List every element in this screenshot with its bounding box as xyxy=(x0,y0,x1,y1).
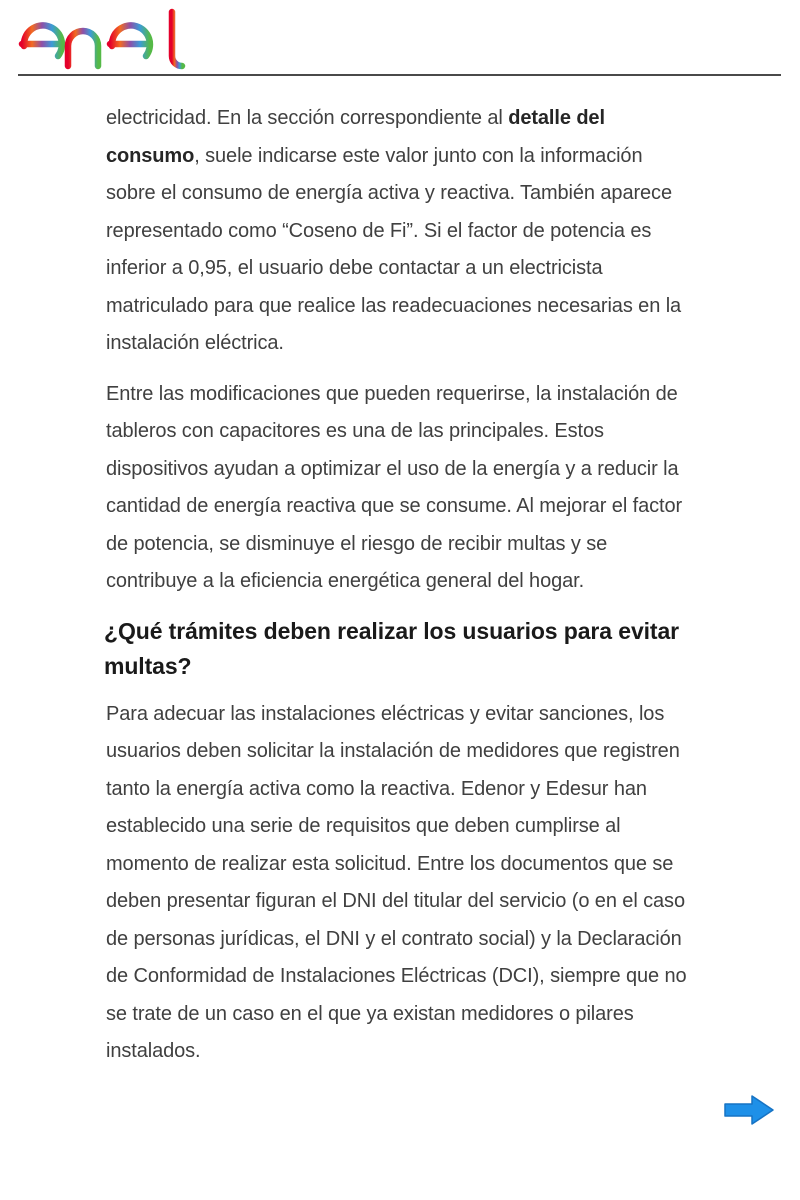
next-arrow-button[interactable] xyxy=(722,1093,776,1127)
article-paragraph xyxy=(106,100,696,363)
arrow-right-icon xyxy=(722,1093,776,1127)
section-heading: ¿Qué trámites deben realizar los usuarios para evitar multas? xyxy=(104,617,680,679)
paragraph-text: , suele indicarse este valor junto con la información sobre el consumo de energía activa y reactiva. También aparece representado como “Coseno de Fi”. Si el factor de potencia es inferior a 0,95, el usuario debe contactar a un electricista matriculado para que realice las readecuaciones necesarias en la instalación eléctrica. xyxy=(106,144,682,354)
article-body xyxy=(106,100,696,1084)
bold-phrase: detalle del consumo xyxy=(106,107,605,167)
enel-logo[interactable] xyxy=(18,4,188,70)
enel-logo-mark xyxy=(18,4,188,70)
paragraph-text: electricidad. En la sección correspondiente al xyxy=(106,107,509,129)
article-paragraph: Entre las modificaciones que pueden requerirse, la instalación de tableros con capacitores es una de las principales. Estos dispositivos ayudan a optimizar el uso de la energía y a reducir la cantidad de energía reactiva que se consume. Al mejorar el factor de potencia, se disminuye el riesgo de recibir multas y se contribuye a la eficiencia energética general del hogar. xyxy=(106,382,683,592)
site-header xyxy=(18,0,781,76)
article-paragraph: Para adecuar las instalaciones eléctricas y evitar sanciones, los usuarios deben solicitar la instalación de medidores que registren tanto la energía activa como la reactiva. Edenor y Edesur han establecido una serie de requisitos que deben cumplirse al momento de realizar esta solicitud. Entre los documentos que se deben presentar figuran el DNI del titular del servicio (o en el caso de personas jurídicas, el DNI y el contrato social) y la Declaración de Conformidad de Instalaciones Eléctricas (DCI), siempre que no se trate de un caso en el que ya existan medidores o pilares instalados. xyxy=(106,702,687,1062)
